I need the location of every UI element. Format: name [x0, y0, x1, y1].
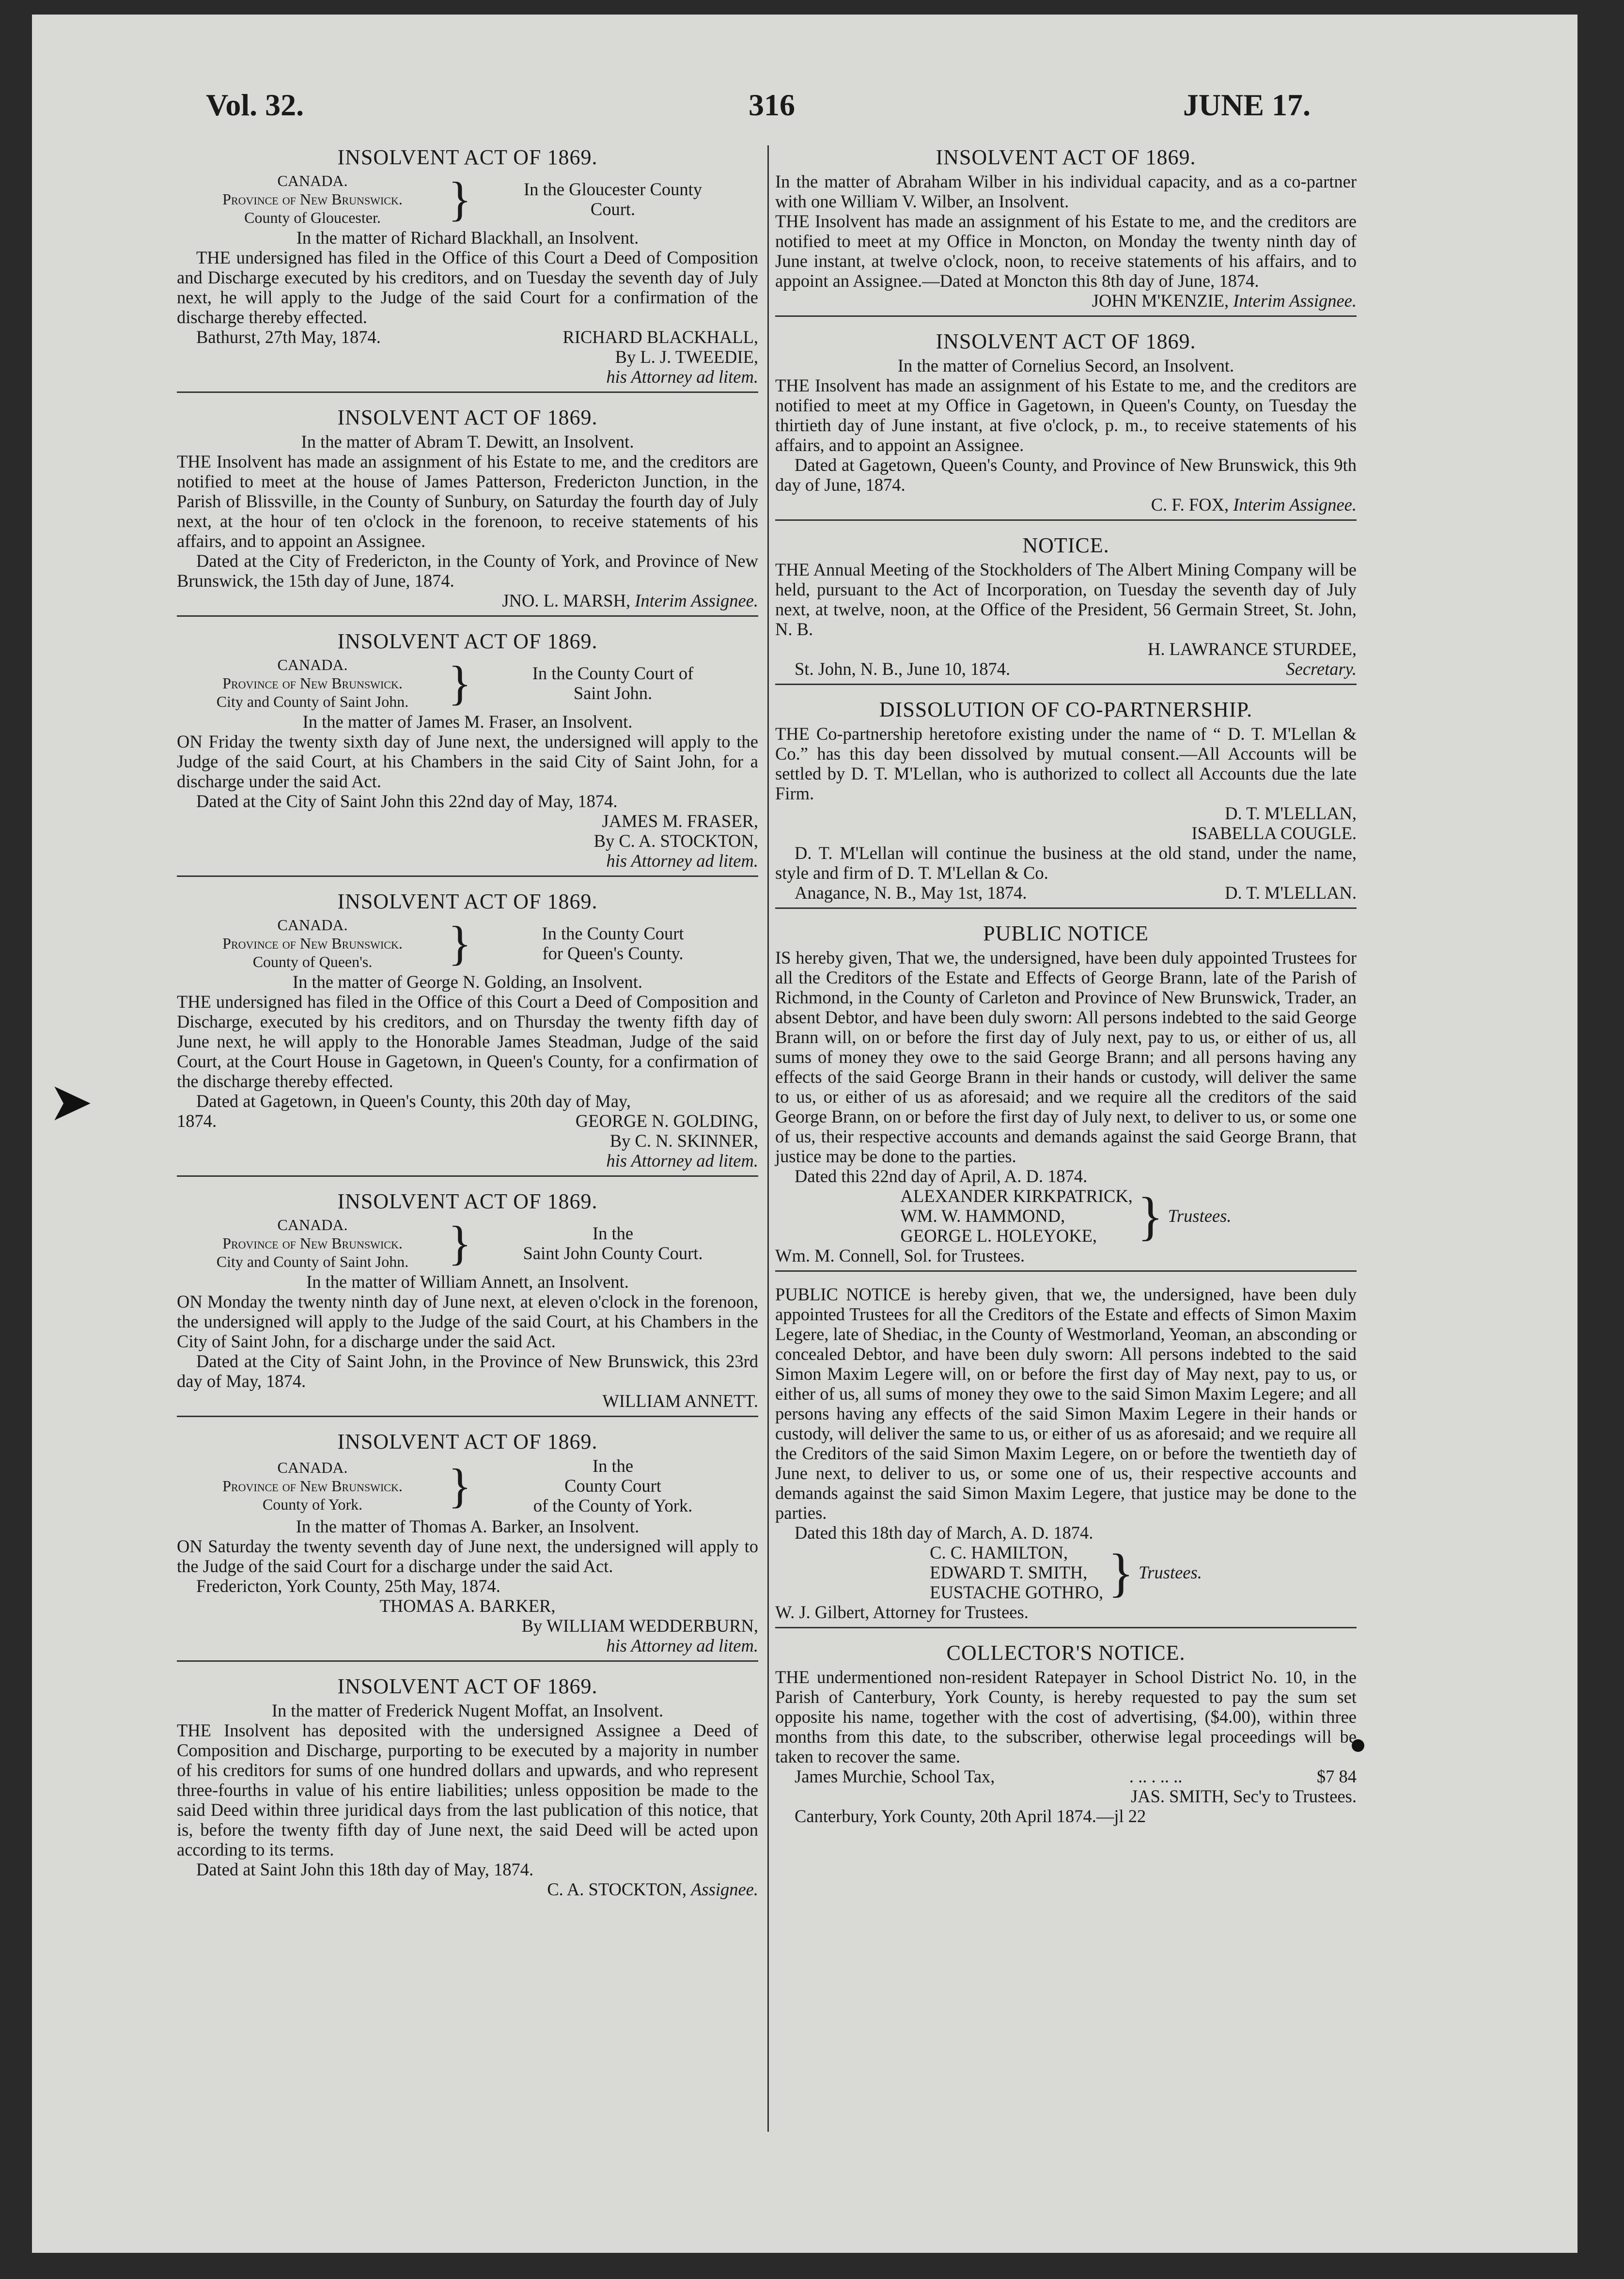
notice-barker: INSOLVENT ACT OF 1869. CANADA. Province of New Brunswick. County of York. } In the County Court of the County of York. In the matter of Thomas A. Barker, an Insolvent. ON Saturday the twenty seventh day of June next, the undersigned will apply to the Judge of the said Court for a discharge under the said Act. Fredericton, York County, 25th May, 1874. THOMAS A. BARKER, By WILLIAM WEDDERBURN, his Attorney ad litem.: [177, 1430, 758, 1662]
notice-legere: PUBLIC NOTICE is hereby given, that we, the undersigned, have been duly appointed Trustees for all the Creditors of the Estate and effects of Simon Maxim Legere, late of Shediac, in the County of Westmorland, Yeoman, an absconding or concealed Debtor, and have been duly sworn: All persons indebted to the said Simon Maxim Legere will, on or before the first day of May next, pay to us, or either of us, all sums of money they owe to the said Simon Maxim Legere; and all persons having any effects of the said Simon Maxim Legere in their hands or custody, will deliver the same to us, or either of us as aforesaid; and we require all the Creditors of the said Simon Maxim Legere, on or before the twentieth day of June next, to deliver to us, or some one of us, their respective accounts and demands against the said Simon Maxim Legere, that justice may be done to the parties. Dated this 18th day of March, A. D. 1874. C. C. HAMILTON, EDWARD T. SMITH, EUSTACHE GOTHRO, } Trustees. W. J. Gilbert, Attorney for Trustees.: [775, 1284, 1357, 1628]
notice-fraser: INSOLVENT ACT OF 1869. CANADA. Province of New Brunswick. City and County of Saint John. } In the County Court of Saint John. In the matter of James M. Fraser, an Insolvent. ON Friday the twenty sixth day of June next, the undersigned will apply to the Judge of the said Court, at his Chambers in the said City of Saint John, for a discharge under the said Act. Dated at the City of Saint John this 22nd day of May, 1874. JAMES M. FRASER, By C. A. STOCKTON, his Attorney ad litem.: [177, 629, 758, 877]
notice-dissolution: DISSOLUTION OF CO-PARTNERSHIP. THE Co-partnership heretofore existing under the name of “ D. T. M'Lellan & Co.” has this day been dissolved by mutual consent.—All Accounts will be settled by D. T. M'Lellan, who is authorized to collect all Accounts due the late Firm. D. T. M'LELLAN, ISABELLA COUGLE. D. T. M'Lellan will continue the business at the old stand, under the name, style and firm of D. T. M'Lellan & Co. Anagance, N. B., May 1st, 1874. D. T. M'LELLAN.: [775, 698, 1357, 909]
page-header: [206, 87, 1311, 131]
right-column: [775, 145, 1357, 1843]
notice-annett: INSOLVENT ACT OF 1869. CANADA. Province of New Brunswick. City and County of Saint John. } In the Saint John County Court. In the matter of William Annett, an Insolvent. ON Monday the twenty ninth day of June next, at eleven o'clock in the forenoon, the undersigned will apply to the Judge of the said Court, at his Chambers in the City of Saint John, for a discharge under the said Act. Dated at the City of Saint John, in the Province of New Brunswick, this 23rd day of May, 1874. WILLIAM ANNETT.: [177, 1189, 758, 1417]
arrow-mark-icon: ➤: [48, 1073, 94, 1132]
notice-golding: INSOLVENT ACT OF 1869. CANADA. Province of New Brunswick. County of Queen's. } In the County Court for Queen's County. In the matter of George N. Golding, an Insolvent. THE undersigned has filed in the Office of this Court a Deed of Composition and Discharge, executed by his creditors, and on Thursday the twenty fifth day of June next, he will apply to the Honorable James Steadman, Judge of the said Court, at the Court House in Gagetown, in Queen's County, for a confirmation of the discharge thereby effected. Dated at Gagetown, in Queen's County, this 20th day of May, 1874. GEORGE N. GOLDING, By C. N. SKINNER, his Attorney ad litem.: [177, 890, 758, 1177]
notice-collector: COLLECTOR'S NOTICE. THE undermentioned non-resident Ratepayer in School District No. 10, in the Parish of Canterbury, York County, is hereby requested to pay the sum set opposite his name, together with the cost of advertising, ($4.00), within three months from this date, to the subscriber, otherwise legal proceedings will be taken to recover the same. James Murchie, School Tax, . .. . .. .. $7 84 JAS. SMITH, Sec'y to Trustees. Canterbury, York County, 20th April 1874.—jl 22: [775, 1641, 1357, 1826]
notice-moffat: INSOLVENT ACT OF 1869. In the matter of Frederick Nugent Moffat, an Insolvent. THE Insolvent has deposited with the undersigned Assignee a Deed of Composition and Discharge, purporting to be executed by a majority in number of his creditors for sums of one hundred dollars and upwards, and who represent three-fourths in value of his entire liabilities; unless opposition be made to the said Deed within three juridical days from the last publication of this notice, that is, before the twenty fifth day of June next, the said Deed will be acted upon according to its terms. Dated at Saint John this 18th day of May, 1874. C. A. STOCKTON, Assignee.: [177, 1674, 758, 1899]
matter-line: In the matter of Richard Blackhall, an Insolvent.: [296, 228, 639, 248]
notice-blackhall: INSOLVENT ACT OF 1869. CANADA. Province of New Brunswick. County of Gloucester. } In the Gloucester County Court. In the matter of Richard Blackhall, an Insolvent. THE undersigned has filed in the Office of this Court a Deed of Composition and Discharge executed by his creditors, and on Tuesday the seventh day of July next, he will apply to the Judge of the said Court for a confirmation of the discharge thereby effected. Bathurst, 27th May, 1874. RICHARD BLACKHALL, By L. J. TWEEDIE, his Attorney ad litem.: [177, 145, 758, 393]
left-column: [177, 145, 758, 1917]
brace: }: [1108, 1543, 1134, 1602]
page-number: 316: [749, 88, 795, 122]
volume-number: Vol. 32.: [206, 88, 304, 122]
notice-albert-mining: NOTICE. THE Annual Meeting of the Stockholders of The Albert Mining Company will be held, pursuant to the Act of Incorporation, on Tuesday the seventh day of July next, at twelve, noon, at the Office of the President, 56 Germain Street, St. John, N. B. H. LAWRANCE STURDEE, St. John, N. B., June 10, 1874. Secretary.: [775, 533, 1357, 685]
notice-body: THE undersigned has filed in the Office of this Court a Deed of Composition and Discharge executed by his creditors, and on Tuesday the seventh day of July next, he will apply to the Judge of the said Court for a confirmation of the discharge thereby effected.: [177, 248, 758, 327]
notice-brann: PUBLIC NOTICE IS hereby given, That we, the undersigned, have been duly appointed Trustees for all the Creditors of the Estate and Effects of George Brann, late of the Parish of Richmond, in the County of Carleton and Province of New Brunswick, Trader, an absent Debtor, and have been duly sworn: All persons indebted to the said George Brann will, on or before the first day of July next, pay to us, or either of us, all sums of money they owe to the said George Brann; and all persons having any effects of the said George Brann in their hands or custody, will deliver the same to us, or either of us as aforesaid; and we require all the creditors of the said George Brann, on or before the first day of July next, to deliver to us, or some one of us, their respective accounts and demands against the said George Brann, that justice may be done to the parties. Dated this 22nd day of April, A. D. 1874. ALEXANDER KIRKPATRICK, WM. W. HAMMOND, GEORGE L. HOLEYOKE, } Trustees. Wm. M. Connell, Sol. for Trustees.: [775, 921, 1357, 1272]
notice-wilber: INSOLVENT ACT OF 1869. In the matter of Abraham Wilber in his individual capacity, and as a co-partner with one William V. Wilber, an Insolvent. THE Insolvent has made an assignment of his Estate to me, and the creditors are notified to meet at my Office in Moncton, on Monday the twenty ninth day of June instant, at twelve o'clock, noon, to receive statements of his affairs, and to appoint an Assignee.—Dated at Moncton this 8th day of June, 1874. JOHN M'KENZIE, Interim Assignee.: [775, 145, 1357, 317]
notice-dewitt: INSOLVENT ACT OF 1869. In the matter of Abram T. Dewitt, an Insolvent. THE Insolvent has made an assignment of his Estate to me, and the creditors are notified to meet at the house of James Patterson, Fredericton Junction, in the Parish of Blissville, in the County of Sunbury, on Saturday the fourth day of July next, at the hour of ten o'clock in the forenoon, to receive statements of his affairs, and to appoint an Assignee. Dated at the City of Fredericton, in the County of York, and Province of New Brunswick, the 15th day of June, 1874. JNO. L. MARSH, Interim Assignee.: [177, 406, 758, 617]
brace: }: [1137, 1186, 1163, 1246]
notice-secord: INSOLVENT ACT OF 1869. In the matter of Cornelius Secord, an Insolvent. THE Insolvent has made an assignment of his Estate to me, and the creditors are notified to meet at my Office in Gagetown, in Queen's County, on Tuesday the thirtieth day of June instant, at five o'clock, p. m., to receive statements of his affairs, and to appoint an Assignee. Dated at Gagetown, Queen's County, and Province of New Brunswick, this 9th day of June, 1874. C. F. FOX, Interim Assignee.: [775, 329, 1357, 521]
issue-date: JUNE 17.: [1183, 88, 1311, 122]
column-divider: [767, 145, 769, 2132]
brace: }: [448, 172, 471, 226]
notice-title: INSOLVENT ACT OF 1869.: [337, 145, 598, 169]
court-caption: CANADA. Province of New Brunswick. County of Gloucester. } In the Gloucester County Court.: [222, 172, 702, 226]
